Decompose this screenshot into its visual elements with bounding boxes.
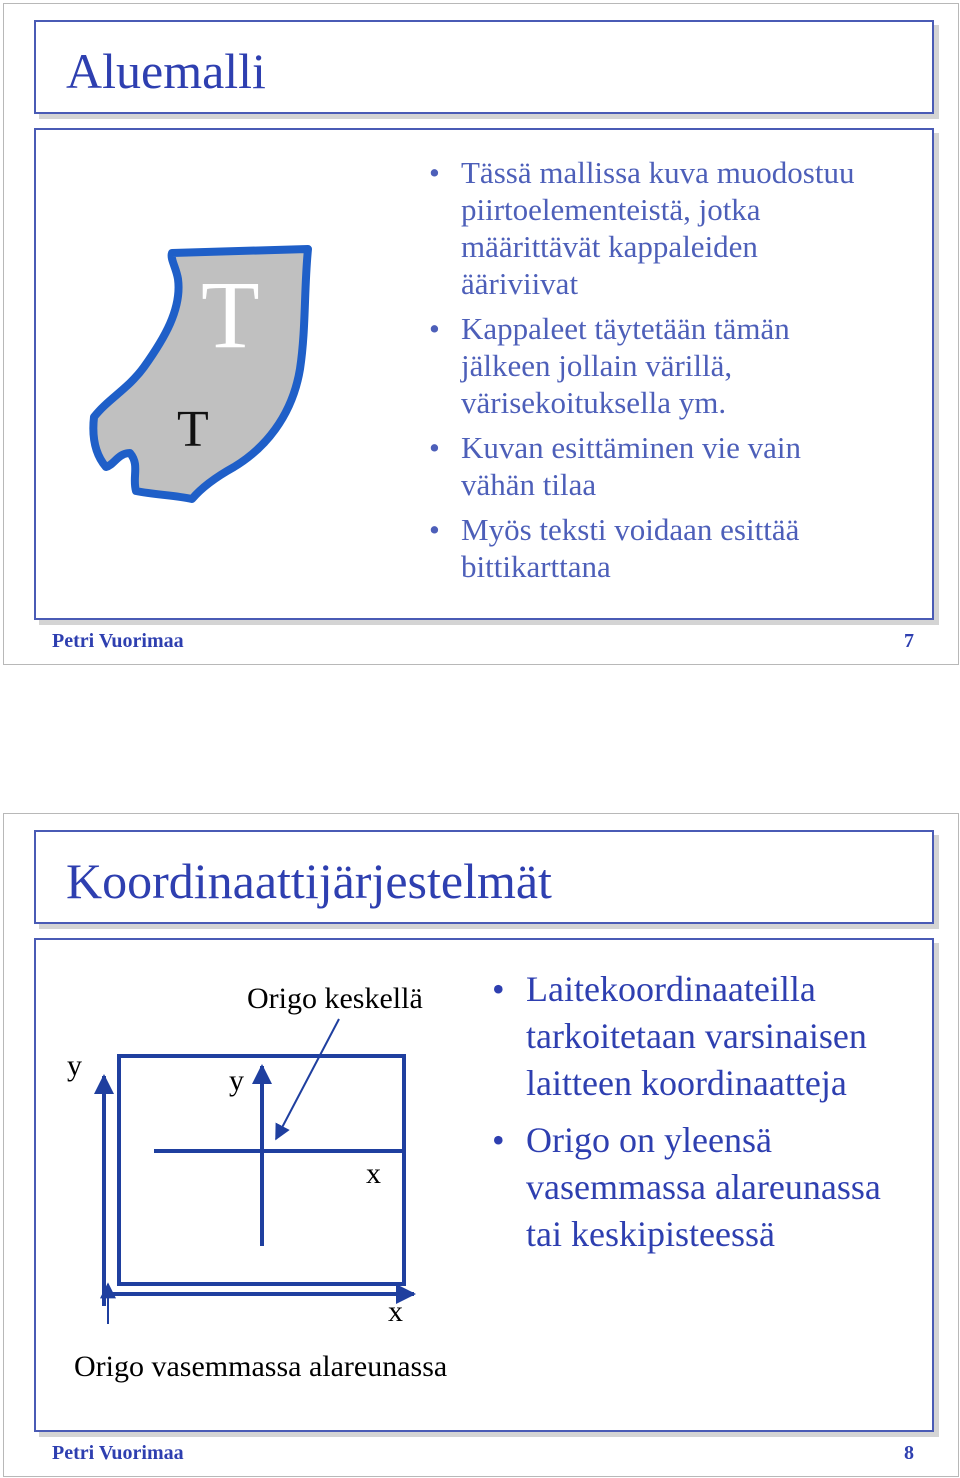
list-item: • Laitekoordinaateilla tarkoitetaan varsinaisen laitteen koordinaatteja: [492, 966, 892, 1107]
region-letter-large: T: [201, 261, 260, 368]
label-y-center: y: [229, 1064, 244, 1097]
slide-title: Koordinaattijärjestelmät: [66, 853, 552, 909]
label-corner-origin: Origo vasemmassa alareunassa: [74, 1350, 448, 1383]
bullet-list: [429, 154, 859, 593]
center-origin-pointer: [276, 1019, 339, 1139]
page-number: 8: [904, 1442, 914, 1464]
slide-aluemalli: [3, 3, 959, 665]
list-item: • Kuvan esittäminen vie vain vähän tilaa: [429, 429, 859, 503]
footer-author: Petri Vuorimaa: [52, 1442, 184, 1464]
list-item: • Kappaleet täytetään tämän jälkeen jollain värillä, värisekoituksella ym.: [429, 310, 859, 421]
list-item: • Myös teksti voidaan esittää bittikarttana: [429, 511, 859, 585]
region-letter-small: T: [177, 401, 209, 458]
slide-koordinaattijarjestelmat: [3, 813, 959, 1477]
list-item: • Tässä mallissa kuva muodostuu piirtoelementeistä, jotka määrittävät kappaleiden ääriviivat: [429, 154, 859, 302]
list-item: • Origo on yleensä vasemmassa alareunassa tai keskipisteessä: [492, 1117, 892, 1258]
label-y-left: y: [67, 1049, 82, 1082]
bullet-list: [492, 966, 892, 1268]
page-number: 7: [904, 630, 914, 652]
label-x-bottom: x: [388, 1295, 403, 1328]
slide-title: Aluemalli: [66, 43, 266, 99]
label-x-center: x: [366, 1157, 381, 1190]
label-center-origin: Origo keskellä: [247, 982, 423, 1015]
footer-author: Petri Vuorimaa: [52, 630, 184, 652]
